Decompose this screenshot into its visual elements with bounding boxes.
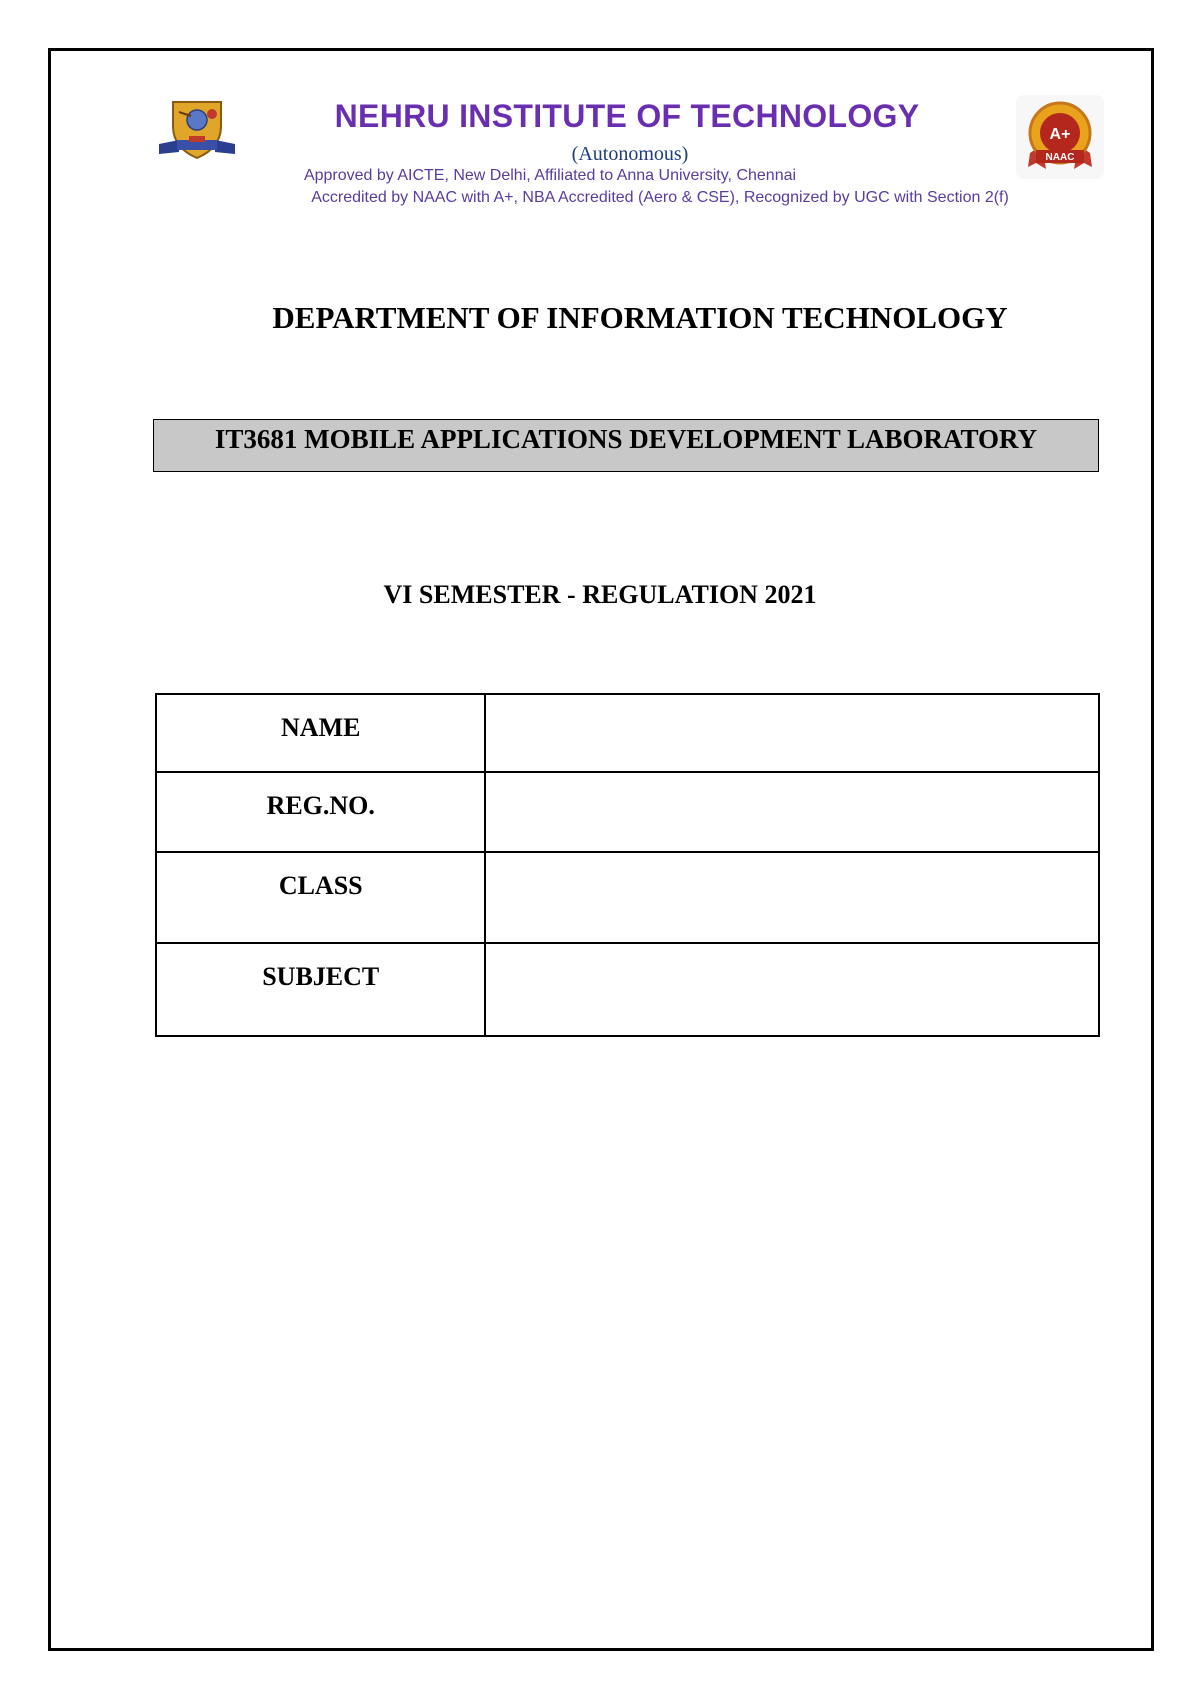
naac-logo: [1016, 95, 1104, 179]
naac-seal-icon: [1016, 95, 1104, 179]
name-field[interactable]: [485, 694, 1099, 772]
class-field[interactable]: [485, 852, 1099, 943]
department-title: DEPARTMENT OF INFORMATION TECHNOLOGY: [272, 300, 1008, 335]
table-row: [156, 852, 1099, 943]
accreditation-line: Accredited by NAAC with A+, NBA Accredited (Aero & CSE), Recognized by UGC with Section 2(f): [311, 189, 1009, 206]
approval-line: Approved by AICTE, New Delhi, Affiliated to Anna University, Chennai: [303, 167, 797, 184]
regno-field[interactable]: [485, 772, 1099, 852]
regno-label: REG.NO.: [156, 772, 485, 852]
table-row: [156, 694, 1099, 772]
naac-label: NAAC: [1045, 152, 1075, 163]
semester-regulation: VI SEMESTER - REGULATION 2021: [383, 580, 817, 609]
institution-name: NEHRU INSTITUTE OF TECHNOLOGY: [334, 98, 920, 134]
subject-label: SUBJECT: [156, 943, 485, 1036]
table-row: [156, 943, 1099, 1036]
name-label: NAME: [156, 694, 485, 772]
autonomous-status: (Autonomous): [571, 143, 689, 165]
class-label: CLASS: [156, 852, 485, 943]
subject-field[interactable]: [485, 943, 1099, 1036]
course-title-box: [153, 419, 1099, 472]
student-info-table: [155, 693, 1100, 1037]
table-row: [156, 772, 1099, 852]
naac-grade: A+: [1049, 126, 1071, 143]
course-title: IT3681 MOBILE APPLICATIONS DEVELOPMENT LABORATORY: [214, 424, 1038, 454]
